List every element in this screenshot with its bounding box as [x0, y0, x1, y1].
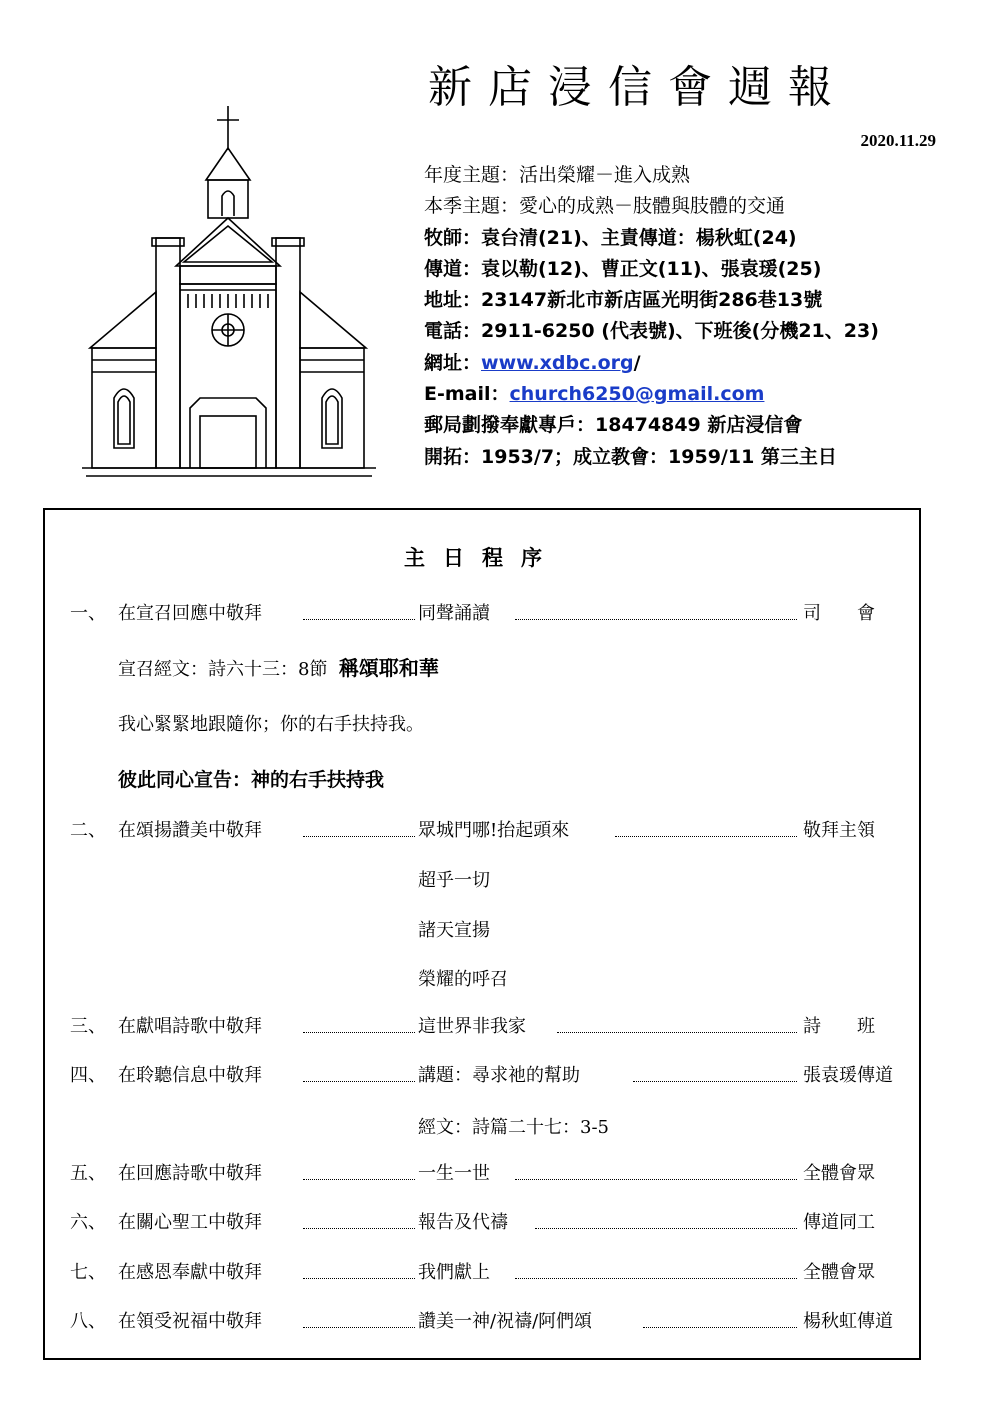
program-item: 讚美一神/祝禱/阿們頌: [418, 1311, 593, 1332]
program-role: 楊秋虹傳道: [803, 1311, 893, 1332]
scripture: 經文：詩篇二十七：3-5: [418, 1117, 609, 1138]
theme-season-label: 本季主題：: [424, 195, 520, 218]
leader-dots: [515, 619, 797, 620]
program-row: [45, 1208, 919, 1238]
program-number: 二、: [70, 820, 106, 841]
leader-dots: [643, 1327, 797, 1328]
program-name: 在聆聽信息中敬拜: [118, 1065, 262, 1086]
website-label: 網址：: [424, 351, 482, 374]
preachers-row: 傳道：袁以勒(12)、曹正文(11)、張袁瑗(25): [424, 257, 822, 280]
program-number: 八、: [70, 1311, 106, 1332]
church-info: [424, 160, 964, 473]
founded-row: 開拓：1953/7；成立教會：1959/11 第三主日: [424, 445, 837, 468]
song-item: 榮耀的呼召: [418, 969, 508, 990]
page-title: 新店浸信會週報: [428, 62, 848, 113]
email-link[interactable]: church6250@gmail.com: [509, 383, 765, 406]
program-item: 一生一世: [418, 1163, 490, 1184]
phone-row: 電話：2911-6250 (代表號)、下班後(分機21、23): [424, 320, 879, 343]
program-item: 這世界非我家: [418, 1016, 526, 1037]
call-verse: [118, 652, 439, 681]
program-item: 我們獻上: [418, 1262, 490, 1283]
theme-year-value: 活出榮耀－進入成熟: [519, 164, 691, 186]
leader-dots: [303, 1327, 415, 1328]
address-row: 地址：23147新北市新店區光明街286巷13號: [424, 289, 823, 312]
leader-dots: [303, 1228, 415, 1229]
program-name: 在領受祝福中敬拜: [118, 1311, 262, 1332]
postal-row: 郵局劃撥奉獻專戶：18474849 新店浸信會: [424, 414, 803, 437]
program-number: 三、: [70, 1016, 106, 1037]
theme-season-row: [424, 191, 964, 222]
program-row: [45, 1012, 919, 1042]
leader-dots: [515, 1179, 797, 1180]
website-row: [424, 348, 964, 379]
email-row: [424, 379, 964, 410]
program-name: 在宣召回應中敬拜: [118, 603, 262, 624]
program-item: 報告及代禱: [418, 1212, 508, 1233]
declaration: 彼此同心宣告：神的右手扶持我: [118, 769, 385, 791]
leader-dots: [303, 619, 415, 620]
song-item: 超乎一切: [418, 870, 490, 891]
song-item: 諸天宣揚: [418, 920, 490, 941]
program-item: 眾城門哪!抬起頭來: [418, 820, 570, 841]
call-verse-label: 宣召經文：詩六十三：8節: [118, 659, 328, 680]
program-name: 在回應詩歌中敬拜: [118, 1163, 262, 1184]
program-number: 一、: [70, 603, 106, 624]
program-role: 傳道同工: [803, 1212, 875, 1233]
program-name: 在頌揚讚美中敬拜: [118, 820, 262, 841]
theme-season-value: 愛心的成熟－肢體與肢體的交通: [519, 195, 786, 218]
program-row: [45, 1307, 919, 1337]
program-name: 在關心聖工中敬拜: [118, 1212, 262, 1233]
program-row: [45, 1159, 919, 1189]
call-verse-text: 我心緊緊地跟隨你；你的右手扶持我。: [118, 714, 424, 735]
program-role: 張袁瑗傳道: [803, 1065, 893, 1086]
leader-dots: [535, 1228, 797, 1229]
pastor-row: 牧師：袁台清(21)、主責傳道：楊秋虹(24): [424, 226, 797, 249]
program-row: [45, 1061, 919, 1091]
program-number: 四、: [70, 1065, 106, 1086]
bulletin-date: 2020.11.29: [860, 131, 936, 150]
email-label: E-mail：: [424, 383, 510, 406]
program-number: 七、: [70, 1262, 106, 1283]
website-link[interactable]: www.xdbc.org: [481, 351, 634, 374]
program-role: 全體會眾: [803, 1262, 875, 1283]
leader-dots: [303, 1278, 415, 1279]
website-suffix: /: [633, 351, 641, 374]
program-heading: 主日程序: [404, 546, 560, 570]
program-role: 全體會眾: [803, 1163, 875, 1184]
leader-dots: [615, 836, 797, 837]
program-number: 六、: [70, 1212, 106, 1233]
program-role: 司 會: [803, 603, 875, 624]
program-row: [45, 1258, 919, 1288]
leader-dots: [303, 1032, 415, 1033]
program-row: [45, 816, 919, 846]
theme-year-row: [424, 160, 964, 191]
program-box: [43, 508, 921, 1360]
leader-dots: [303, 1179, 415, 1180]
leader-dots: [557, 1032, 797, 1033]
program-role: 敬拜主領: [803, 820, 875, 841]
theme-year-label: 年度主題：: [424, 164, 520, 186]
call-verse-title: 稱頌耶和華: [338, 656, 439, 680]
program-name: 在感恩奉獻中敬拜: [118, 1262, 262, 1283]
leader-dots: [515, 1278, 797, 1279]
program-row: [45, 599, 919, 629]
program-name: 在獻唱詩歌中敬拜: [118, 1016, 262, 1037]
program-number: 五、: [70, 1163, 106, 1184]
leader-dots: [303, 1081, 415, 1082]
program-item: 講題：尋求祂的幫助: [418, 1065, 580, 1086]
leader-dots: [633, 1081, 797, 1082]
leader-dots: [303, 836, 415, 837]
program-role: 詩 班: [803, 1016, 875, 1037]
church-illustration: [80, 98, 380, 498]
program-item: 同聲誦讀: [418, 603, 490, 624]
